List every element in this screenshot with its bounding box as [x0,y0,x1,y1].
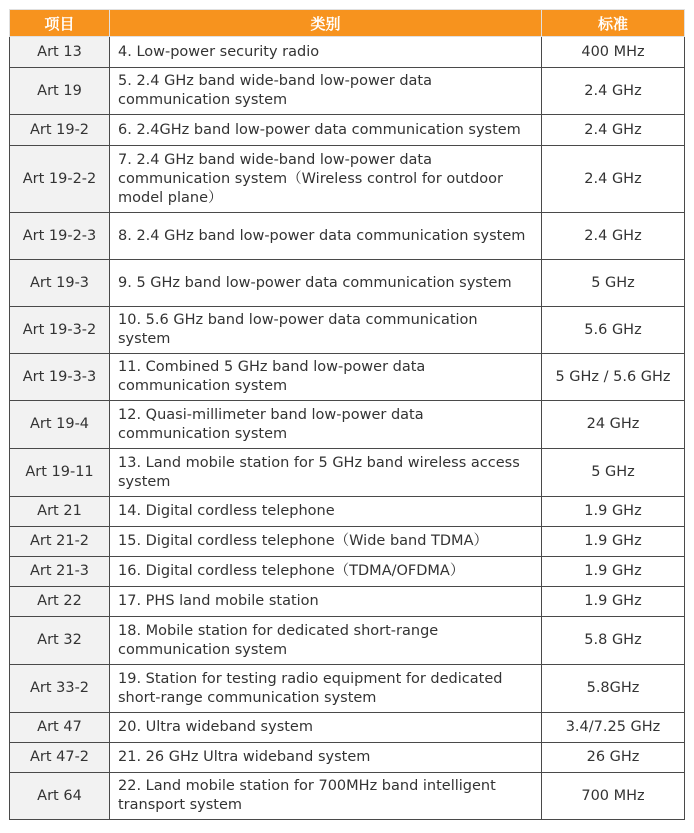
table-row [10,665,685,713]
standard-cell: 2.4 GHz [542,68,685,115]
art-cell: Art 19-3 [10,260,110,307]
art-cell: Art 19-11 [10,449,110,497]
table-row [10,449,685,497]
category-cell: 4. Low-power security radio [110,37,542,68]
art-cell: Art 19-4 [10,401,110,449]
table-row [10,260,685,307]
category-cell: 20. Ultra wideband system [110,713,542,743]
header-category: 类别 [110,10,542,37]
art-cell: Art 64 [10,773,110,820]
art-cell: Art 33-2 [10,665,110,713]
table-row [10,37,685,68]
table-row [10,743,685,773]
header-row [10,10,685,37]
header-item: 项目 [10,10,110,37]
art-cell: Art 22 [10,587,110,617]
art-cell: Art 19-2-2 [10,146,110,213]
standard-cell: 1.9 GHz [542,497,685,527]
category-cell: 14. Digital cordless telephone [110,497,542,527]
standard-cell: 5 GHz [542,260,685,307]
table-row [10,587,685,617]
header-standard: 标准 [542,10,685,37]
table-row [10,115,685,146]
standard-cell: 3.4/7.25 GHz [542,713,685,743]
category-cell: 21. 26 GHz Ultra wideband system [110,743,542,773]
category-cell: 8. 2.4 GHz band low-power data communication system [110,213,542,260]
standard-cell: 24 GHz [542,401,685,449]
standard-cell: 2.4 GHz [542,146,685,213]
table-row [10,354,685,401]
art-cell: Art 21-3 [10,557,110,587]
standard-cell: 5 GHz / 5.6 GHz [542,354,685,401]
table-row [10,527,685,557]
art-cell: Art 19-2-3 [10,213,110,260]
art-cell: Art 21 [10,497,110,527]
standard-cell: 400 MHz [542,37,685,68]
standard-cell: 5 GHz [542,449,685,497]
table-row [10,68,685,115]
standard-cell: 26 GHz [542,743,685,773]
standard-cell: 700 MHz [542,773,685,820]
art-cell: Art 19-3-2 [10,307,110,354]
standard-cell: 2.4 GHz [542,213,685,260]
standard-cell: 1.9 GHz [542,527,685,557]
category-cell: 15. Digital cordless telephone（Wide band TDMA） [110,527,542,557]
category-cell: 16. Digital cordless telephone（TDMA/OFDMA） [110,557,542,587]
table-row [10,146,685,213]
category-cell: 18. Mobile station for dedicated short-range communication system [110,617,542,665]
table-row [10,617,685,665]
category-cell: 10. 5.6 GHz band low-power data communication system [110,307,542,354]
category-cell: 7. 2.4 GHz band wide-band low-power data communication system（Wireless control for outdoor model plane） [110,146,542,213]
art-cell: Art 47-2 [10,743,110,773]
category-cell: 11. Combined 5 GHz band low-power data communication system [110,354,542,401]
art-cell: Art 21-2 [10,527,110,557]
category-cell: 5. 2.4 GHz band wide-band low-power data communication system [110,68,542,115]
art-cell: Art 19-2 [10,115,110,146]
table-row [10,401,685,449]
category-cell: 19. Station for testing radio equipment for dedicated short-range communication system [110,665,542,713]
art-cell: Art 13 [10,37,110,68]
category-cell: 17. PHS land mobile station [110,587,542,617]
standard-cell: 1.9 GHz [542,587,685,617]
category-cell: 12. Quasi-millimeter band low-power data communication system [110,401,542,449]
art-cell: Art 32 [10,617,110,665]
standards-table [9,9,685,820]
standard-cell: 5.8 GHz [542,617,685,665]
art-cell: Art 19 [10,68,110,115]
table-row [10,557,685,587]
standard-cell: 1.9 GHz [542,557,685,587]
standard-cell: 2.4 GHz [542,115,685,146]
art-cell: Art 47 [10,713,110,743]
art-cell: Art 19-3-3 [10,354,110,401]
table-row [10,213,685,260]
table-row [10,773,685,820]
category-cell: 13. Land mobile station for 5 GHz band wireless access system [110,449,542,497]
category-cell: 6. 2.4GHz band low-power data communication system [110,115,542,146]
category-cell: 9. 5 GHz band low-power data communication system [110,260,542,307]
table-row [10,307,685,354]
standard-cell: 5.6 GHz [542,307,685,354]
standard-cell: 5.8GHz [542,665,685,713]
category-cell: 22. Land mobile station for 700MHz band intelligent transport system [110,773,542,820]
table-row [10,497,685,527]
table-row [10,713,685,743]
